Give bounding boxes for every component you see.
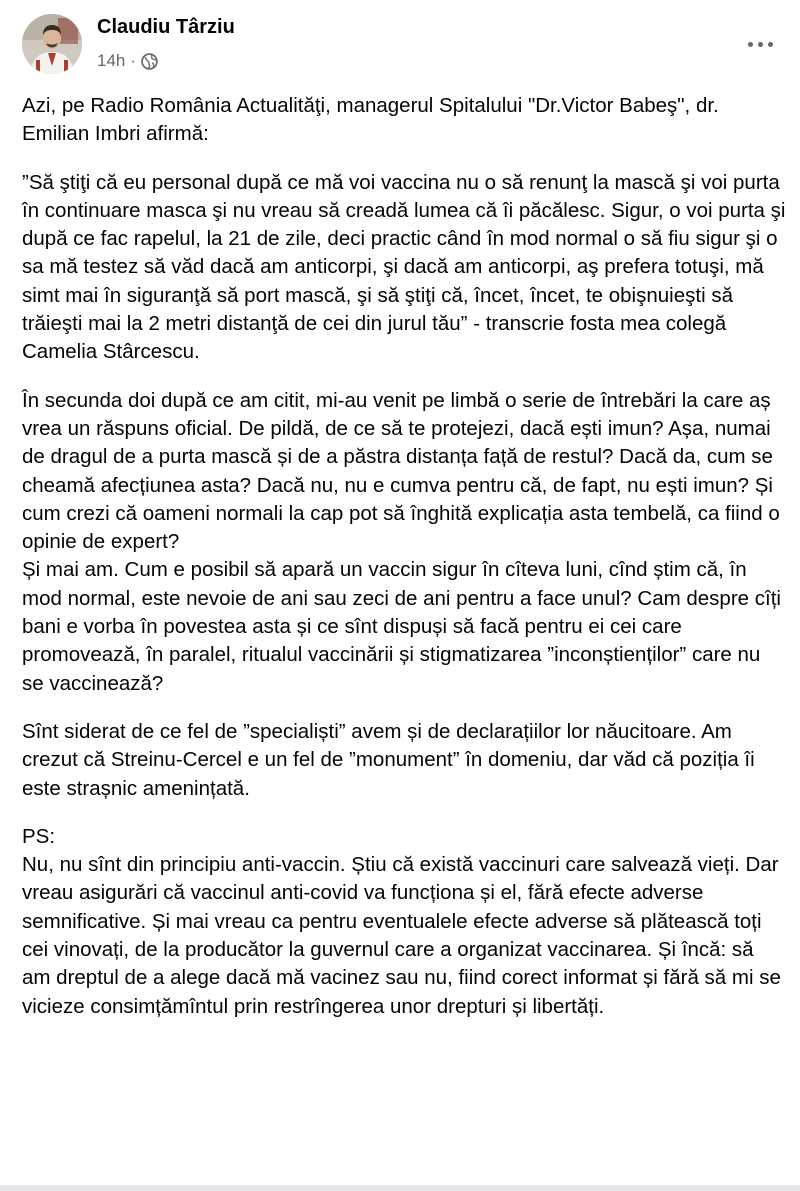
post-header: [22, 14, 782, 78]
post-paragraph: Azi, pe Radio România Actualităţi, managerul Spitalului "Dr.Victor Babeş", dr. Emilian Imbri afirmă:: [22, 94, 719, 146]
post-meta: [97, 50, 158, 72]
more-horizontal-icon: [748, 42, 773, 47]
globe-icon[interactable]: [141, 53, 158, 70]
avatar-image: [22, 14, 82, 74]
post-body: [22, 92, 786, 1041]
meta-separator: ·: [130, 51, 137, 70]
post-timestamp[interactable]: 14h: [97, 51, 126, 70]
author-name[interactable]: Claudiu Târziu: [97, 16, 235, 38]
avatar[interactable]: [22, 14, 82, 74]
post-paragraph: ”Să ştiţi că eu personal după ce mă voi vaccina nu o să renunţ la mască şi voi purta în continuare masca şi nu vreau să creadă lumea că îi păcălesc. Sigur, o voi purta şi după ce fac rapelul, la 21 de zile, deci practic când în mod normal o să fiu sigur şi o sa mă testez să văd dacă am anticorpi, şi dacă am anticorpi, aş prefera totuşi, mă simt mai în siguranţă să port mască, şi să ştiţi că, încet, încet, te obişnuieşti să trăieşti mai la 2 metri distanţă de cei din jurul tău” - transcrie fosta mea colegă Camelia Stârcescu.: [22, 170, 786, 364]
more-options-button[interactable]: [740, 24, 780, 64]
post-divider: [0, 1185, 800, 1191]
post-paragraph: În secunda doi după ce am citit, mi-au venit pe limbă o serie de întrebări la care aș vrea un răspuns oficial. De pildă, de ce să te protejezi, dacă ești imun? Așa, numai de dragul de a purta mască și de a păstra distanța față de restul? Dacă da, cum se cheamă afecțiunea asta? Dacă nu, nu e cumva pentru că, de fapt, nu ești imun? Și cum crezi că oameni normali la cap pot să înghită explicația asta tembelă, ca fiind o opinie de expert? Și mai am. Cum e posibil să apară un vaccin sigur în cîteva luni, cînd știm că, în mod normal, este nevoie de ani sau zeci de ani pentru a face unul? Cam despre cîți bani e vorba în povestea asta și ce sînt dispuși să facă pentru ei cei care promovează, în paralel, ritualul vaccinării și stigmatizarea ”inconștienților” care nu se vaccinează?: [22, 388, 781, 695]
post-paragraph: PS: Nu, nu sînt din principiu anti-vaccin. Știu că există vaccinuri care salvează vieți. Dar vreau asigurări că vaccinul anti-covid va funcționa și el, fără efecte adverse semnificative. Și mai vreau ca pentru eventualele efecte adverse să plătească toți cei vinovați, de la producător la guvernul care a organizat vaccinarea. Și încă: să am dreptul de a alege dacă mă vacinez sau nu, fiind corect informat și fără să mi se vicieze consimțămîntul prin restrîngerea unor drepturi și libertăți.: [22, 824, 781, 1018]
post-paragraph: Sînt siderat de ce fel de ”specialiști” avem și de declarațiilor lor năucitoare. Am crezut că Streinu-Cercel e un fel de ”monument” în domeniu, dar văd că poziția îi este strașnic amenințată.: [22, 719, 755, 800]
